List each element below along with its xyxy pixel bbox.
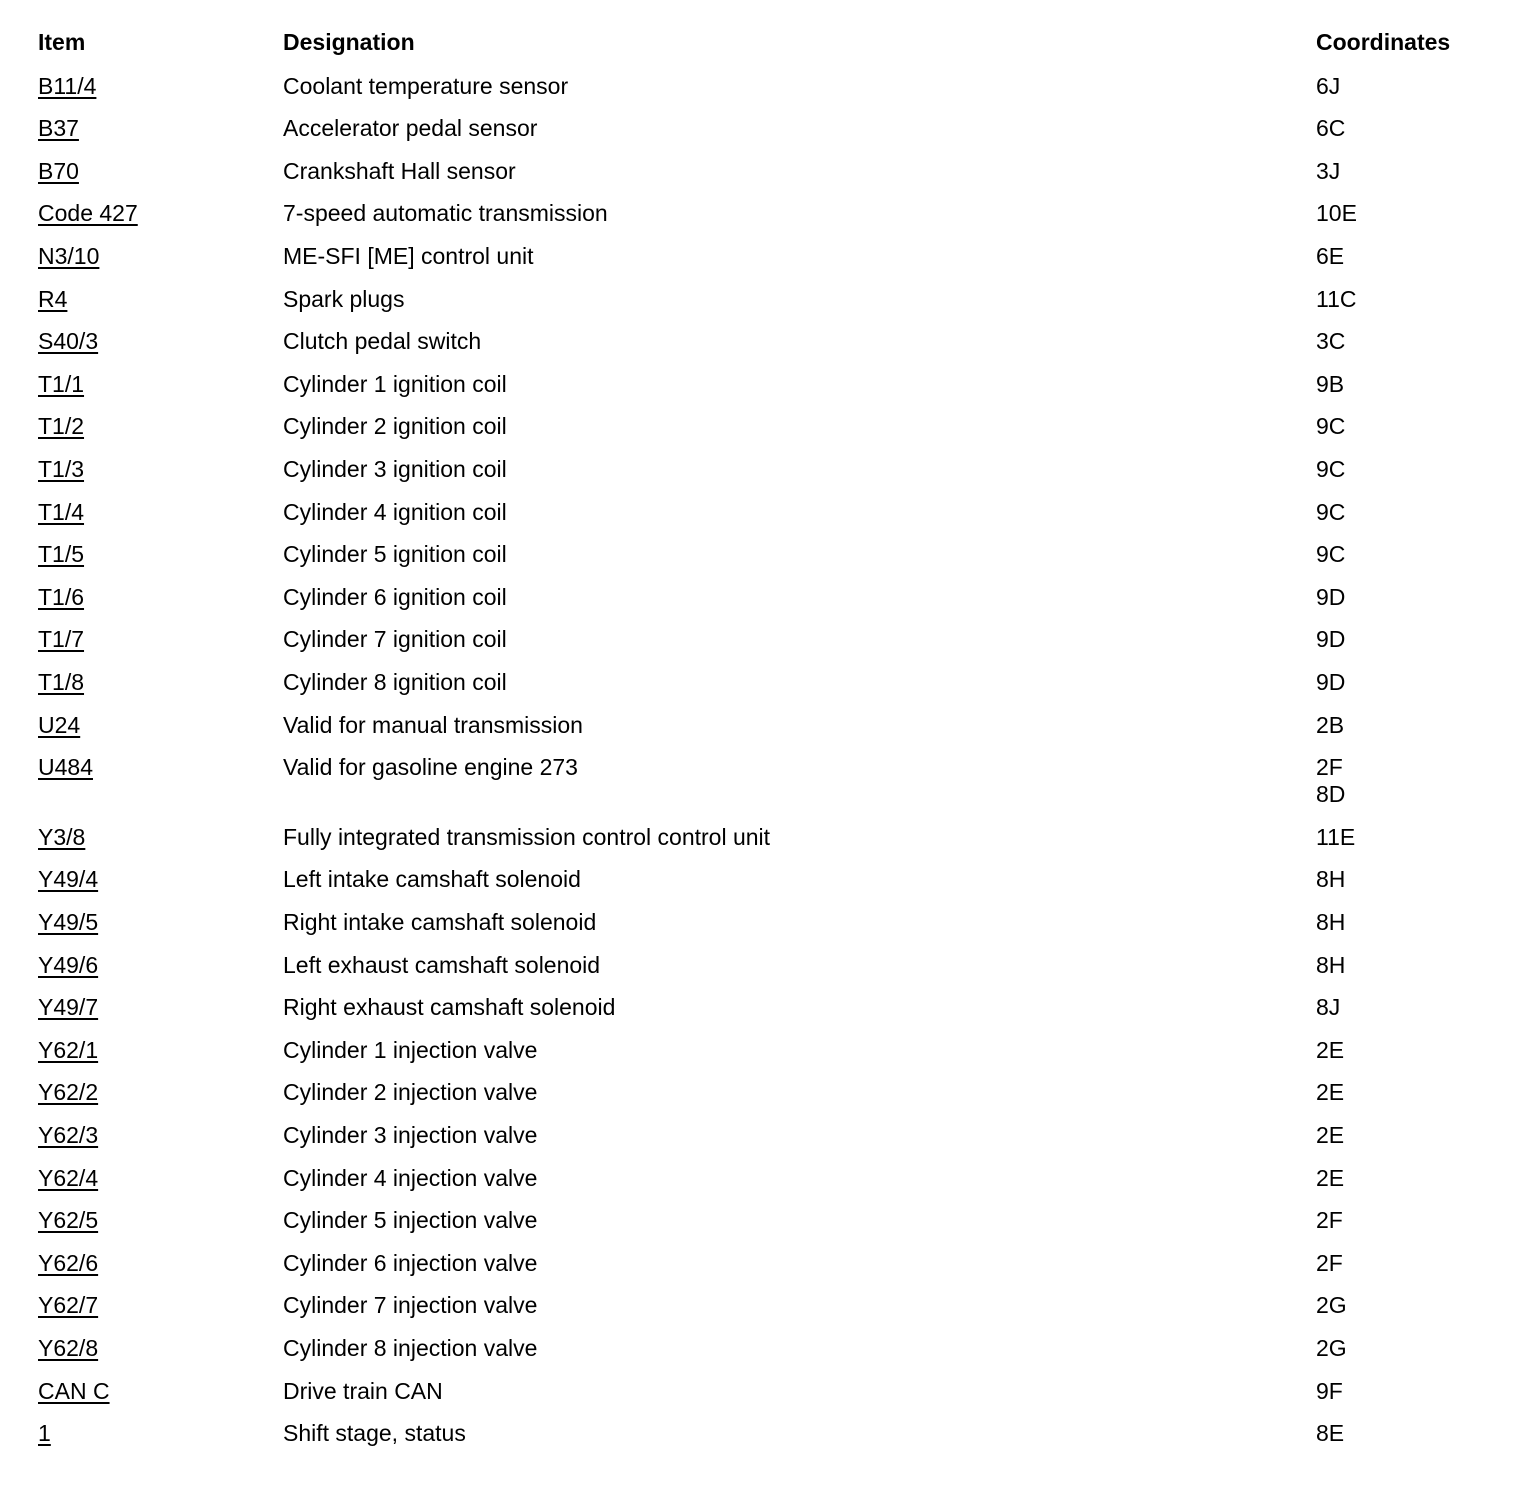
item-link[interactable]: U484 [38, 754, 93, 781]
item-cell [38, 1114, 283, 1157]
item-cell [38, 448, 283, 491]
table-body [38, 65, 1478, 1455]
column-header-coordinates: Coordinates [1316, 29, 1451, 55]
coordinate-value: 8H [1316, 951, 1346, 978]
coordinate-value: 11C [1316, 285, 1357, 312]
coordinates-cell [1316, 576, 1478, 619]
table-row [38, 661, 1478, 704]
table-row [38, 1242, 1478, 1285]
coordinate-value: 8H [1316, 866, 1346, 893]
item-link[interactable]: Y49/6 [38, 951, 99, 978]
table-row [38, 192, 1478, 235]
coordinates-cell [1316, 704, 1478, 747]
item-cell [38, 1157, 283, 1200]
designation-cell: Coolant temperature sensor [283, 72, 569, 99]
coordinate-value: 9B [1316, 370, 1345, 397]
legend-table [38, 22, 1478, 1455]
designation-cell: Shift stage, status [283, 1420, 466, 1447]
item-link[interactable]: U24 [38, 711, 81, 738]
item-cell [38, 1071, 283, 1114]
column-header-designation: Designation [283, 29, 415, 55]
coordinates-cell [1316, 858, 1478, 901]
designation-cell: Cylinder 3 injection valve [283, 1122, 538, 1149]
coordinate-value: 9C [1316, 455, 1346, 482]
coordinates-cell [1316, 1029, 1478, 1072]
coordinates-cell [1316, 1284, 1478, 1327]
coordinate-value: 2F [1316, 1249, 1343, 1276]
coordinate-value: 9D [1316, 626, 1346, 653]
item-link[interactable]: T1/7 [38, 626, 85, 653]
coordinates-cell [1316, 1242, 1478, 1285]
coordinate-value: 9C [1316, 498, 1346, 525]
designation-cell: Right exhaust camshaft solenoid [283, 994, 616, 1021]
item-link[interactable]: N3/10 [38, 242, 100, 269]
coordinates-cell [1316, 901, 1478, 944]
coordinates-cell [1316, 1370, 1478, 1413]
designation-cell: Cylinder 5 injection valve [283, 1207, 538, 1234]
coordinates-cell [1316, 1412, 1478, 1455]
item-cell [38, 1029, 283, 1072]
designation-cell: Clutch pedal switch [283, 328, 482, 355]
table-row [38, 1412, 1478, 1455]
item-link[interactable]: Y62/2 [38, 1079, 99, 1106]
item-cell [38, 944, 283, 987]
table-row [38, 901, 1478, 944]
table-row [38, 576, 1478, 619]
coordinate-value: 2E [1316, 1036, 1345, 1063]
item-cell [38, 661, 283, 704]
designation-cell: 7-speed automatic transmission [283, 200, 608, 227]
coordinate-value: 9D [1316, 668, 1346, 695]
designation-cell: ME-SFI [ME] control unit [283, 242, 534, 269]
item-cell [38, 533, 283, 576]
coordinate-value: 8H [1316, 909, 1346, 936]
coordinate-value: 6E [1316, 242, 1345, 269]
designation-cell: Cylinder 4 injection valve [283, 1164, 538, 1191]
designation-cell: Spark plugs [283, 285, 405, 312]
item-link[interactable]: T1/4 [38, 498, 85, 525]
coordinates-cell [1316, 235, 1478, 278]
designation-cell: Valid for gasoline engine 273 [283, 754, 578, 781]
coordinate-value: 8E [1316, 1420, 1345, 1447]
table-row [38, 278, 1478, 321]
item-link[interactable]: Y49/4 [38, 866, 99, 893]
designation-cell: Left intake camshaft solenoid [283, 866, 581, 893]
designation-cell: Cylinder 2 ignition coil [283, 413, 507, 440]
item-link[interactable]: 1 [38, 1420, 51, 1447]
coordinates-cell [1316, 192, 1478, 235]
table-row [38, 448, 1478, 491]
designation-cell: Cylinder 2 injection valve [283, 1079, 538, 1106]
coordinate-value: 9C [1316, 413, 1346, 440]
item-cell [38, 320, 283, 363]
table-row [38, 65, 1478, 108]
coordinates-cell [1316, 1327, 1478, 1370]
item-link[interactable]: CAN C [38, 1377, 110, 1404]
coordinate-value: 2F [1316, 754, 1343, 781]
item-cell [38, 618, 283, 661]
item-link[interactable]: Y62/8 [38, 1335, 99, 1362]
coordinates-cell [1316, 618, 1478, 661]
coordinate-value: 2G [1316, 1292, 1347, 1319]
table-row [38, 816, 1478, 859]
item-cell [38, 1284, 283, 1327]
coordinate-value: 9F [1316, 1377, 1343, 1404]
coordinates-cell [1316, 1114, 1478, 1157]
item-link[interactable]: Y62/6 [38, 1249, 99, 1276]
item-cell [38, 704, 283, 747]
coordinates-cell [1316, 1157, 1478, 1200]
table-row [38, 704, 1478, 747]
table-row [38, 986, 1478, 1029]
item-cell [38, 1199, 283, 1242]
item-cell [38, 65, 283, 108]
table-row [38, 405, 1478, 448]
coordinate-value: 11E [1316, 823, 1356, 850]
table-row [38, 1114, 1478, 1157]
coordinate-value: 9C [1316, 541, 1346, 568]
coordinate-value: 2B [1316, 711, 1345, 738]
coordinates-cell [1316, 1071, 1478, 1114]
table-row [38, 1284, 1478, 1327]
item-cell [38, 1370, 283, 1413]
column-header-item: Item [38, 29, 86, 55]
item-cell [38, 363, 283, 406]
table-row [38, 107, 1478, 150]
table-row [38, 1029, 1478, 1072]
item-cell [38, 1327, 283, 1370]
coordinates-cell [1316, 150, 1478, 193]
coordinates-cell [1316, 533, 1478, 576]
item-link[interactable]: Code 427 [38, 200, 138, 227]
coordinate-value: 2E [1316, 1164, 1345, 1191]
item-link[interactable]: Y62/1 [38, 1036, 99, 1063]
coordinates-cell [1316, 746, 1478, 816]
designation-cell: Cylinder 1 ignition coil [283, 370, 507, 397]
item-cell [38, 192, 283, 235]
item-link[interactable]: Y49/5 [38, 909, 99, 936]
item-link[interactable]: T1/5 [38, 541, 85, 568]
item-link[interactable]: S40/3 [38, 328, 99, 355]
coordinate-value: 8D [1316, 781, 1346, 808]
table-row [38, 1157, 1478, 1200]
item-cell [38, 1242, 283, 1285]
item-link[interactable]: B37 [38, 115, 79, 142]
table-row [38, 235, 1478, 278]
coordinates-cell [1316, 363, 1478, 406]
coordinates-cell [1316, 107, 1478, 150]
item-cell [38, 816, 283, 859]
designation-cell: Valid for manual transmission [283, 711, 583, 738]
designation-cell: Cylinder 7 ignition coil [283, 626, 507, 653]
coordinates-cell [1316, 661, 1478, 704]
item-link[interactable]: Y62/5 [38, 1207, 99, 1234]
item-cell [38, 901, 283, 944]
coordinates-cell [1316, 944, 1478, 987]
table-row [38, 320, 1478, 363]
item-cell [38, 405, 283, 448]
item-link[interactable]: T1/2 [38, 413, 85, 440]
designation-cell: Crankshaft Hall sensor [283, 157, 516, 184]
item-link[interactable]: T1/3 [38, 455, 85, 482]
coordinate-value: 8J [1316, 994, 1341, 1021]
table-row [38, 1327, 1478, 1370]
designation-cell: Cylinder 3 ignition coil [283, 455, 507, 482]
item-cell [38, 235, 283, 278]
table-row [38, 858, 1478, 901]
item-link[interactable]: B11/4 [38, 72, 97, 99]
item-link[interactable]: T1/1 [38, 370, 85, 397]
item-link[interactable]: Y62/4 [38, 1164, 99, 1191]
item-link[interactable]: Y62/7 [38, 1292, 99, 1319]
coordinate-value: 9D [1316, 583, 1346, 610]
item-cell [38, 1412, 283, 1455]
coordinates-cell [1316, 405, 1478, 448]
item-link[interactable]: R4 [38, 285, 68, 312]
table-row [38, 944, 1478, 987]
table-row [38, 363, 1478, 406]
coordinates-cell [1316, 448, 1478, 491]
item-cell [38, 150, 283, 193]
item-cell [38, 576, 283, 619]
table-row [38, 1370, 1478, 1413]
coordinate-value: 2E [1316, 1122, 1345, 1149]
item-cell [38, 278, 283, 321]
coordinates-cell [1316, 986, 1478, 1029]
item-link[interactable]: T1/8 [38, 668, 85, 695]
item-link[interactable]: Y49/7 [38, 994, 99, 1021]
designation-cell: Cylinder 1 injection valve [283, 1036, 538, 1063]
coordinate-value: 10E [1316, 200, 1357, 227]
item-link[interactable]: Y62/3 [38, 1122, 99, 1149]
coordinates-cell [1316, 278, 1478, 321]
table-header-row [38, 22, 1478, 65]
designation-cell: Cylinder 5 ignition coil [283, 541, 507, 568]
coordinates-cell [1316, 65, 1478, 108]
item-link[interactable]: B70 [38, 157, 79, 184]
designation-cell: Left exhaust camshaft solenoid [283, 951, 601, 978]
coordinate-value: 3J [1316, 157, 1341, 184]
item-cell [38, 491, 283, 534]
designation-cell: Accelerator pedal sensor [283, 115, 538, 142]
table-row [38, 491, 1478, 534]
designation-cell: Cylinder 8 ignition coil [283, 668, 507, 695]
item-cell [38, 107, 283, 150]
coordinates-cell [1316, 816, 1478, 859]
coordinates-cell [1316, 1199, 1478, 1242]
designation-cell: Cylinder 8 injection valve [283, 1335, 538, 1362]
designation-cell: Cylinder 7 injection valve [283, 1292, 538, 1319]
coordinate-value: 3C [1316, 328, 1346, 355]
table-row [38, 150, 1478, 193]
item-link[interactable]: Y3/8 [38, 823, 86, 850]
item-cell [38, 986, 283, 1029]
coordinate-value: 6C [1316, 115, 1346, 142]
designation-cell: Cylinder 6 ignition coil [283, 583, 507, 610]
table-row [38, 618, 1478, 661]
coordinate-value: 2E [1316, 1079, 1345, 1106]
coordinate-value: 2G [1316, 1335, 1347, 1362]
designation-cell: Drive train CAN [283, 1377, 443, 1404]
item-link[interactable]: T1/6 [38, 583, 85, 610]
table-row [38, 1199, 1478, 1242]
coordinates-cell [1316, 491, 1478, 534]
designation-cell: Cylinder 6 injection valve [283, 1249, 538, 1276]
designation-cell: Fully integrated transmission control control unit [283, 823, 771, 850]
coordinates-cell [1316, 320, 1478, 363]
item-cell [38, 858, 283, 901]
table-row [38, 533, 1478, 576]
item-cell [38, 746, 283, 816]
table-row [38, 746, 1478, 816]
designation-cell: Right intake camshaft solenoid [283, 909, 597, 936]
designation-cell: Cylinder 4 ignition coil [283, 498, 507, 525]
coordinate-value: 2F [1316, 1207, 1343, 1234]
table-row [38, 1071, 1478, 1114]
coordinate-value: 6J [1316, 72, 1341, 99]
